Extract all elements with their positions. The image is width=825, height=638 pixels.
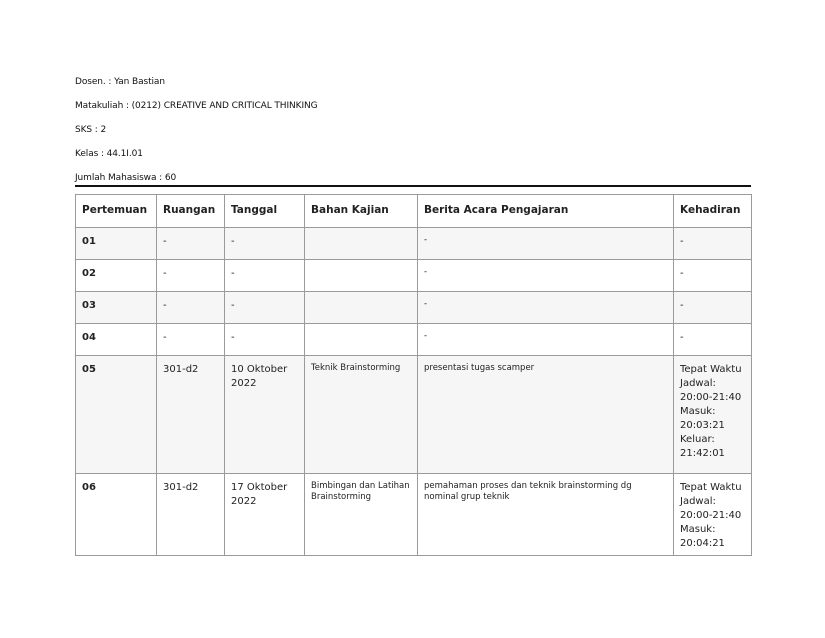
course-info [75, 77, 751, 184]
attendance-table [75, 194, 752, 556]
cell-berita: presentasi tugas scamper [418, 356, 674, 474]
credits-line: SKS : 2 [75, 125, 107, 135]
table-row [76, 324, 752, 356]
cell-bahan [305, 228, 418, 260]
lecturer-line: Dosen. : Yan Bastian [75, 77, 165, 87]
student-count-line: Jumlah Mahasiswa : 60 [75, 173, 177, 183]
cell-tanggal: 10 Oktober 2022 [225, 356, 305, 474]
header-berita-acara: Berita Acara Pengajaran [418, 195, 674, 228]
header-ruangan: Ruangan [157, 195, 225, 228]
cell-ruangan: - [157, 292, 225, 324]
cell-pertemuan: 06 [76, 474, 157, 556]
cell-bahan [305, 292, 418, 324]
header-kehadiran: Kehadiran [674, 195, 752, 228]
table-row [76, 260, 752, 292]
cell-tanggal: - [225, 260, 305, 292]
cell-ruangan: 301-d2 [157, 356, 225, 474]
table-row [76, 292, 752, 324]
course-line: Matakuliah : (0212) CREATIVE AND CRITICAL THINKING [75, 101, 318, 111]
cell-kehadiran: - [674, 228, 752, 260]
cell-kehadiran: Tepat Waktu Jadwal: 20:00-21:40 Masuk: 20:03:21 Keluar: 21:42:01 [674, 356, 752, 474]
cell-berita: - [418, 228, 674, 260]
header-pertemuan: Pertemuan [76, 195, 157, 228]
cell-pertemuan: 04 [76, 324, 157, 356]
cell-bahan [305, 324, 418, 356]
cell-bahan [305, 260, 418, 292]
cell-bahan: Bimbingan dan Latihan Brainstorming [305, 474, 418, 556]
divider [75, 185, 751, 187]
table-row [76, 356, 752, 474]
cell-tanggal: - [225, 324, 305, 356]
cell-tanggal: - [225, 228, 305, 260]
cell-ruangan: 301-d2 [157, 474, 225, 556]
cell-kehadiran: - [674, 324, 752, 356]
cell-berita: pemahaman proses dan teknik brainstorming dg nominal grup teknik [418, 474, 674, 556]
cell-ruangan: - [157, 228, 225, 260]
cell-berita: - [418, 292, 674, 324]
class-line: Kelas : 44.1I.01 [75, 149, 143, 159]
cell-berita: - [418, 260, 674, 292]
cell-berita: - [418, 324, 674, 356]
cell-pertemuan: 01 [76, 228, 157, 260]
cell-tanggal: - [225, 292, 305, 324]
header-bahan-kajian: Bahan Kajian [305, 195, 418, 228]
cell-kehadiran: Tepat Waktu Jadwal: 20:00-21:40 Masuk: 20:04:21 [674, 474, 752, 556]
table-header-row [76, 195, 752, 228]
cell-pertemuan: 03 [76, 292, 157, 324]
cell-kehadiran: - [674, 292, 752, 324]
cell-pertemuan: 05 [76, 356, 157, 474]
cell-pertemuan: 02 [76, 260, 157, 292]
cell-ruangan: - [157, 324, 225, 356]
table-row [76, 228, 752, 260]
table-row [76, 474, 752, 556]
cell-kehadiran: - [674, 260, 752, 292]
cell-tanggal: 17 Oktober 2022 [225, 474, 305, 556]
header-tanggal: Tanggal [225, 195, 305, 228]
cell-bahan: Teknik Brainstorming [305, 356, 418, 474]
cell-ruangan: - [157, 260, 225, 292]
